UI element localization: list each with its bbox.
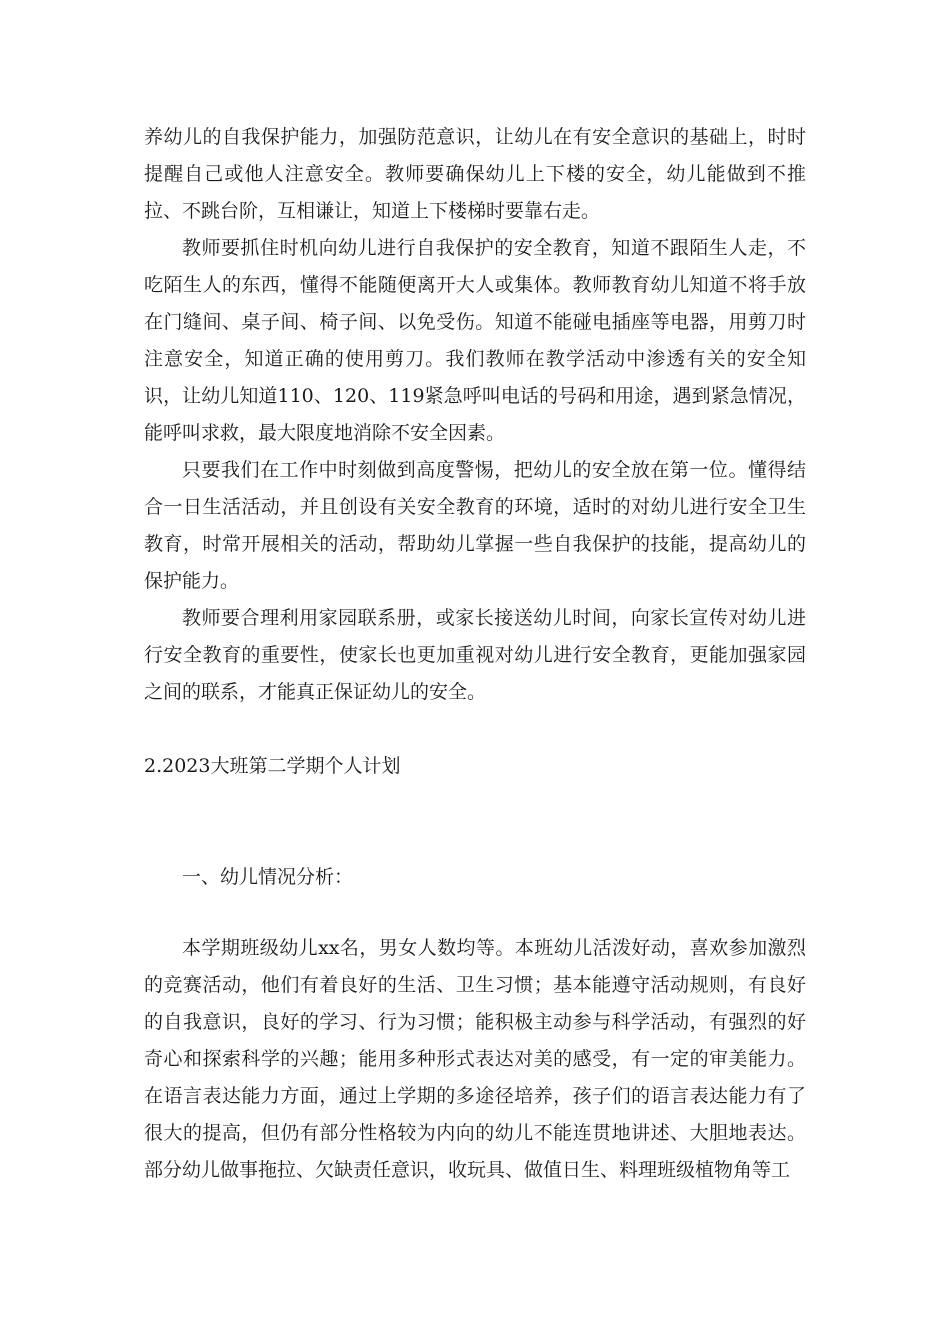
paragraph-vigilance: 只要我们在工作中时刻做到高度警惕，把幼儿的安全放在第一位。懂得结合一日生活活动，并且创设有关安全教育的环境，适时的对幼儿进行安全卫生教育，时常开展相关的活动，帮助幼儿掌握一些自我保护的技能，提高幼儿的保护能力。 xyxy=(144,459,806,592)
section1-body xyxy=(144,119,806,711)
paragraph-self-protection: 教师要抓住时机向幼儿进行自我保护的安全教育，知道不跟陌生人走，不吃陌生人的东西，懂得不能随便离开大人或集体。教师教育幼儿知道不将手放在门缝间、桌子间、椅子间、以免受伤。知道不能碰电插座等电器，用剪刀时注意安全，知道正确的使用剪刀。我们教师在教学活动中渗透有关的安全知识，让幼儿知道110、120、119紧急呼叫电话的号码和用途，遇到紧急情况，能呼叫求救，最大限度地消除不安全因素。 xyxy=(144,237,806,444)
section2-body xyxy=(144,930,806,1189)
paragraph-children-analysis: 本学期班级幼儿xx名，男女人数均等。本班幼儿活泼好动，喜欢参加激烈的竞赛活动，他们有着良好的生活、卫生习惯；基本能遵守活动规则，有良好的自我意识，良好的学习、行为习惯；能积极主动参与科学活动，有强烈的好奇心和探索科学的兴趣；能用多种形式表达对美的感受，有一定的审美能力。在语言表达能力方面，通过上学期的多途径培养，孩子们的语言表达能力有了很大的提高，但仍有部分性格较为内向的幼儿不能连贯地讲述、大胆地表达。部分幼儿做事拖拉、欠缺责任意识，收玩具、做值日生、料理班级植物角等工 xyxy=(144,937,806,1181)
section2-title: 2.2023大班第二学期个人计划 xyxy=(144,755,401,777)
paragraph-home-school: 教师要合理利用家园联系册，或家长接送幼儿时间，向家长宣传对幼儿进行安全教育的重要性，使家长也更加重视对幼儿进行安全教育，更能加强家园之间的联系，才能真正保证幼儿的安全。 xyxy=(144,607,806,703)
paragraph-continuation: 养幼儿的自我保护能力，加强防范意识，让幼儿在有安全意识的基础上，时时提醒自己或他人注意安全。教师要确保幼儿上下楼的安全，幼儿能做到不推拉、不跳台阶，互相谦让，知道上下楼梯时要靠右走。 xyxy=(144,126,806,222)
section2-subtitle: 一、幼儿情况分析： xyxy=(182,866,354,888)
